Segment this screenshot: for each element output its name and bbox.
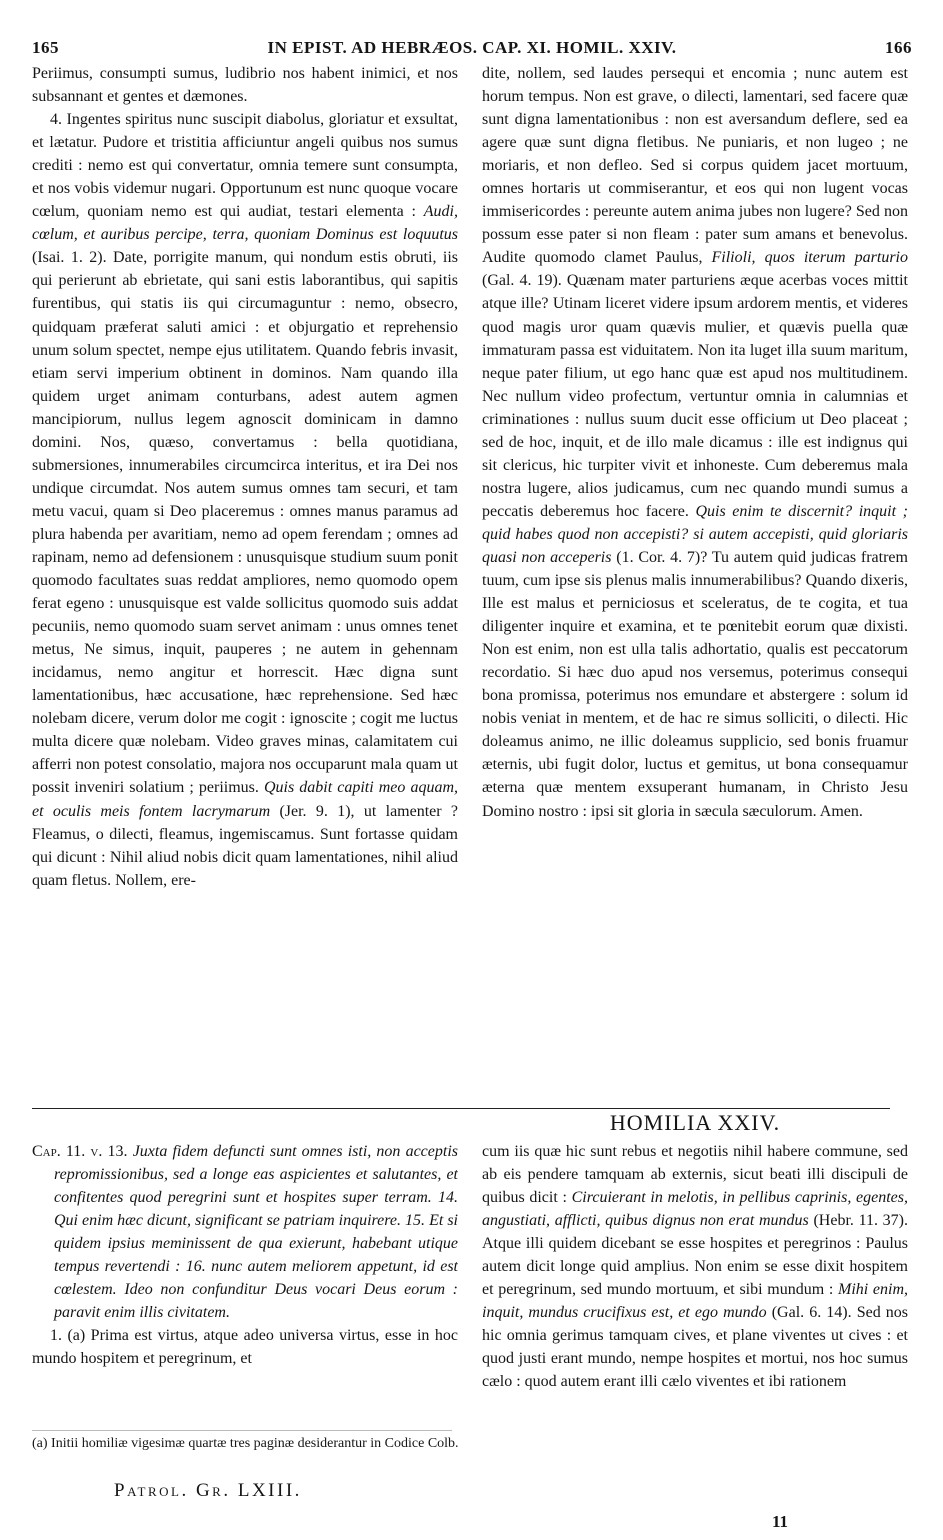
scripture-lemma <box>32 1140 458 1324</box>
paragraph-continued: Periimus, consumpti sumus, ludibrio nos habent inimici, et nos subsannant et gentes et dæmones. <box>32 65 458 106</box>
paragraph-text: 4. Ingentes spiritus nunc suscipit diabolus, gloriatur et exsultat, et lætatur. Pudore et tristitia afficiuntur angeli quibus nos sumus crediti : nemo est qui convertatur, omnia temere sunt consumpta, et nos vobis videmur nugari. Opportunum est nunc quoque vocare cœlum, quoniam nemo est qui audiat, testari elementa : <box>32 111 458 221</box>
footnote-separator <box>32 1430 452 1431</box>
section-divider <box>32 1108 890 1109</box>
printer-signature: Patrol. Gr. LXIII. <box>114 1480 302 1501</box>
page-number-right: 166 <box>885 38 912 57</box>
scripture-quote: Quis enim te discernit? inquit ; quid habes quod non accepisti? si autem accepisti, quid gloriaris quasi non acceperis <box>482 502 908 566</box>
lower-right-column <box>482 1140 908 1500</box>
running-title: IN EPIST. AD HEBRÆOS. CAP. XI. HOMIL. XXIV. <box>267 38 677 57</box>
upper-left-column <box>32 62 458 1084</box>
paragraph-text: Sed nos hic omnia gerimus tamquam cives, et plane viventes ut cives : et quod justi erant mundo, nempe hospites et mortui, nos hoc sumus cælo : quod autem erant illi cælo viventes et ibi rationem <box>482 1304 908 1391</box>
upper-right-column <box>482 62 908 1084</box>
paragraph-text: Atque illi quidem dicebant se esse hospites et peregrinos : Paulus autem dicit longe quid amplius. Non enim se esse dixit hospitem et peregrinum, sed mundo mortuum, et sibi mundum : <box>482 1235 908 1299</box>
page-number-left: 165 <box>32 38 59 57</box>
scripture-reference: (1. Cor. 4. 7)? <box>611 548 712 566</box>
paragraph-text: ut lamenter ? Fleamus, o dilecti, fleamus, ingemiscamus. Sunt fortasse quidam qui dicunt : Nihil aliud nobis dicit quam lamentationes, nihil aliud quam fletus. Nollem, ere- <box>32 802 458 889</box>
scripture-reference: (Isai. 1. 2). <box>32 249 114 267</box>
scripture-quote: Filioli, quos iterum parturio <box>711 249 908 267</box>
scripture-quote: Audi, cœlum, et auribus percipe, terra, quoniam Dominus est loquutus <box>32 203 458 244</box>
paragraph-continued <box>482 62 908 823</box>
paragraph-text: dite, nollem, sed laudes persequi et encomia ; nunc autem est horum tempus. Non est grave, o dilecti, lamentari, sed facere quæ sunt digna lamentationibus : non est aversandum deflere, sed ea agere quæ sunt digna fletibus. Ne puniaris, et non lugeo ; ne moriaris, et non defleo. Sed si corpus quidem jacet mortuum, omnes hortaris ut commiserantur, et eos qui non lugent vocas immisericordes : pereunte autem anima jubes non lugere? Sed non possum esse pater si non fleam : pater sum amans et benevolus. Audite quomodo clamet Paulus, <box>482 65 908 267</box>
scripture-quote: Quis dabit capiti meo aquam, et oculis meis fontem lacrymarum <box>32 779 458 820</box>
scripture-quote: Circuierant in melotis, in pellibus caprinis, egentes, angustiati, afflicti, quibus dignus non erat mundus <box>482 1189 908 1230</box>
scripture-quote: Juxta fidem defuncti sunt omnes isti, non acceptis repromissionibus, sed a longe eas aspicientes et salutantes, et confitentes quod peregrini sunt et hospites super terram. 14. Qui enim hæc dicunt, significant se patriam inquirere. 15. Et si quidem ipsius meminissent de qua exierunt, habebant utique tempus revertendi : 16. nunc autem meliorem appetunt, id est cœlestem. Ideo non confunditur Deus vocari Deus eorum : paravit enim illis civitatem. <box>54 1143 458 1322</box>
homily-title: HOMILIA XXIV. <box>609 1110 781 1135</box>
scripture-reference: (Hebr. 11. 37). <box>808 1212 908 1230</box>
paragraph-4 <box>32 108 458 892</box>
paragraph-text: Quænam mater parturiens æque acerbas voces mittit atque ille? Utinam liceret videre ipsum ardorem mentis, et videres quod magis uror quam quævis mulier, et quævis puella quæ immaturam passa est viduitatem. Non ita luget illa suum maritum, neque pater filium, ut ego hanc quæ est apud nos multitudinem. Nec nullum video profectum, vertuntur omnia in calumnias et criminationes : nullus suum ducit esse officium ut Deo placeat ; sed de hoc, inquit, et de illo male dicamus : ille est indignus qui sit clericus, hic turpiter vivit et inhoneste. Cum deberemus mala nostra lugere, alios judicamus, cum nec quando mundi sumus a peccatis deberemus hoc facere. <box>482 272 908 520</box>
paragraph-text: Date, porrigite manum, qui nondum estis obruti, iis qui perierunt ab ebrietate, qui sani estis laborantibus, qui sapitis furentibus, qui statis iis qui circumaguntur : nemo, obsecro, quidquam præferat saluti amici : et objurgatio et reprehensio unum solum spectet, nempe ejus utilitatem. Quando febris invasit, etiam servi imperium obtinent in dominos. Nam quando illa quidem urget animam conturbans, adest autem agmen mancipiorum, nullus legem agnoscit dominicam in damno domini. Nos, quæso, convertamus : bella quotidiana, submersiones, innumerabiles circumcirca interitus, et ira Dei nos undique circumdat. Nos autem sumus omnes tam securi, et tam metu vacui, quam si Deo placeremus : omnes manus paramus ad plura habenda per avaritiam, nemo ad opem ferendam ; omnes ad rapinam, nemo ad defensionem : unusquisque studium suum ponit quomodo facultates suas reddat ampliores, nemo quomodo opem ferat egeno : unusquisque est valde sollicitus quomodo suis addat pecuniis, nemo quomodo suam servet animam : unus omnes tenet metus, Ne simus, inquit, pauperes ; ne autem in gehennam incidamus, nemo angitur et horrescit. Hæc digna sunt lamentationibus, hæc accusatione, hæc reprehensione. Sed hæc nolebam dicere, verum dolor me cogit : ignoscite ; cogit me luctus multa dicere quæ nolebam. Video graves minas, calamitatem cui afferri non potest consolatio, majora nos occuparunt mala quam ut possit inveniri solatium ; periimus. <box>32 249 458 797</box>
scripture-reference: (Gal. 4. 19). <box>482 272 567 290</box>
scripture-reference: (Gal. 6. 14). <box>766 1304 857 1322</box>
scripture-quote: Mihi enim, inquit, mundus crucifixus est, et ego mundo <box>482 1281 908 1322</box>
paragraph-text: Tu autem quid judicas fratrem tuum, cum ipse sis plenus malis innumerabilibus? Quando dixeris, Ille est malus et perniciosus et sceleratus, de te cogita, et tua diligenter inquire et examina, et te pœnitebit eorum quæ dixisti. Non est enim, non est ulla talis adhortatio, qualis est peccatorum recordatio. Si hæc duo apud nos versemus, poterimus consequi bona promissa, poterimus nos emundare et abstergere : solum id nobis veniat in mentem, et de hac re simus solliciti, o dilecti. Hic doleamus animo, ne illic doleamus supplicio, sed bonis fruamur æternis, ubi fugit dolor, luctus et gemitus, ut bona consequamur æterna quæ mentem exsuperant humanam, in Christo Jesu Domino nostro : ipsi sit gloria in sæcula sæculorum. Amen. <box>482 548 908 820</box>
scripture-reference: (Jer. 9. 1), <box>270 802 364 820</box>
chapter-verse-label: Cap. 11. v. 13. <box>32 1143 133 1160</box>
paragraph-continued <box>482 1140 908 1394</box>
paragraph-1: 1. (a) Prima est virtus, atque adeo universa virtus, esse in hoc mundo hospitem et peregrinum, et <box>32 1327 458 1368</box>
footnote: (a) Initii homiliæ vigesimæ quartæ tres paginæ desiderantur in Codice Colb. <box>32 1436 459 1451</box>
paragraph-text: cum iis quæ hic sunt rebus et negotiis nihil habere commune, sed ab eis pendere tamquam ab externis, sicut beati illi discipuli de quibus dicit : <box>482 1143 908 1207</box>
running-head <box>32 38 912 62</box>
sheet-number: 11 <box>772 1512 789 1531</box>
lower-left-column <box>32 1140 458 1412</box>
